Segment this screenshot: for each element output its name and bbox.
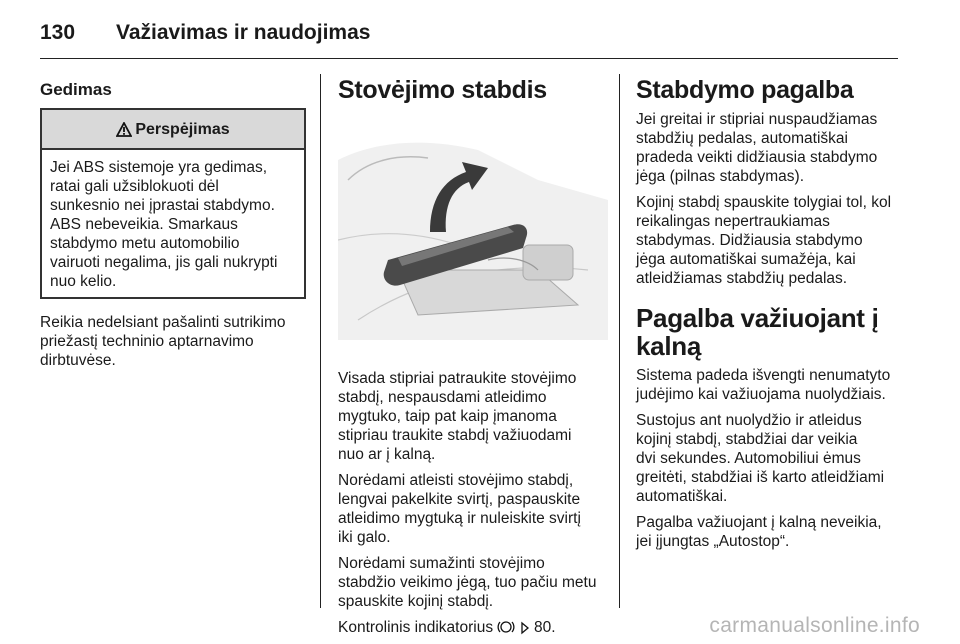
column-right [636,76,904,558]
text-line: dirbtuvėse. [40,352,116,369]
text-line: Jei ABS sistemoje yra gedimas, [50,159,268,176]
paragraph [636,513,904,551]
page-reference-icon [520,621,530,635]
paragraph [338,554,608,611]
text-line: Norėdami atleisti stovėjimo stabdį, [338,472,574,489]
parking-brake-indicator-icon [497,619,515,635]
chapter-title: Važiavimas ir naudojimas [116,21,371,44]
paragraph [338,369,608,464]
text-line: Jei greitai ir stipriai nuspaudžiamas [636,111,878,128]
paragraph [636,411,904,506]
text-line: pradeda veikti didžiausia stabdymo [636,149,878,166]
text-line: greitėti, stabdžiai iš karto atleidžiami [636,469,885,486]
text-line: stabdymas. Didžiausia stabdymo [636,232,863,249]
watermark: carmanualsonline.info [709,614,920,637]
paragraph [636,110,904,186]
section-title-hill-start-assist: Pagalba važiuojant į kalną [636,303,879,361]
paragraph-indicator [338,618,608,637]
text-line: Visada stipriai patraukite stovėjimo [338,370,577,387]
paragraph [636,366,904,404]
warning-text [42,150,304,297]
text-line: stabdymo metu automobilio [50,235,240,252]
page-number: 130 [40,21,76,44]
text-line: Pagalba važiuojant į kalną neveikia, [636,514,882,531]
section-title-brake-assist: Stabdymo pagalba [636,76,854,104]
section-heading-failure: Gedimas [40,80,112,99]
text-line: jei įjungtas „Autostop“. [636,533,790,550]
text-line: lengvai pakelkite svirtį, paspauskite [338,491,581,508]
text-line: nuo kelio. [50,273,117,290]
page-reference[interactable]: 80. [534,619,556,636]
warning-triangle-icon [116,122,132,137]
paragraph [338,471,608,547]
warning-box [40,108,306,299]
column-left [40,76,306,377]
text-line: vairuoti negalima, jis gali nukrypti [50,254,278,271]
text-line: stabdžių pedalas, automatiškai [636,130,848,147]
text-line: nuo ar į kalną. [338,446,436,463]
text-line: Norėdami sumažinti stovėjimo [338,555,545,572]
text-line: iki galo. [338,529,391,546]
text-line: priežastį techninio aptarnavimo [40,333,254,350]
text-line: mygtuko, taip pat kaip įmanoma [338,408,557,425]
text-line: atleidimo mygtuką ir nuleiskite svirtį [338,510,581,527]
text-line: Kojinį stabdį spauskite tolygiai tol, kol [636,194,892,211]
column-middle [338,76,608,644]
text-line: stabdžio veikimo jėgą, tuo pačiu metu [338,574,597,591]
warning-title: Perspėjimas [135,120,230,138]
text-line: dvi sekundes. Automobiliui ėmus [636,450,861,467]
text-line: reikalingas nepertraukiamas [636,213,830,230]
text-line: kojinį stabdį, stabdžiai dar veikia [636,431,858,448]
text-line: spauskite kojinį stabdį. [338,593,494,610]
text-line: ratai gali užsiblokuoti dėl [50,178,219,195]
paragraph [636,193,904,288]
text-line: jėga automatiškai sumažėja, kai [636,251,856,268]
page-header [40,18,370,48]
text-line: jėga (pilnas stabdymas). [636,168,804,185]
text-line: ABS nebeveikia. Smarkaus [50,216,238,233]
text-line: judėjimo kai važiuojama nuolydžiais. [636,386,886,403]
column-divider-1 [320,74,321,608]
text-line: sunkesnio nei įprastai stabdymo. [50,197,275,214]
text-line: stabdį, nespausdami atleidimo [338,389,547,406]
parking-brake-illustration [338,120,608,340]
indicator-label: Kontrolinis indikatorius [338,619,494,636]
text-line: automatiškai. [636,488,728,505]
header-divider [40,58,898,59]
paragraph [40,313,306,370]
warning-header [42,110,304,150]
column-divider-2 [619,74,620,608]
text-line: stipriau traukite stabdį važiuodami [338,427,572,444]
text-line: Sustojus ant nuolydžio ir atleidus [636,412,862,429]
text-line: Reikia nedelsiant pašalinti sutrikimo [40,314,286,331]
text-line: Sistema padeda išvengti nenumatyto [636,367,891,384]
section-title-parking-brake: Stovėjimo stabdis [338,76,547,104]
text-line: atleidžiamas stabdžių pedalas. [636,270,848,287]
